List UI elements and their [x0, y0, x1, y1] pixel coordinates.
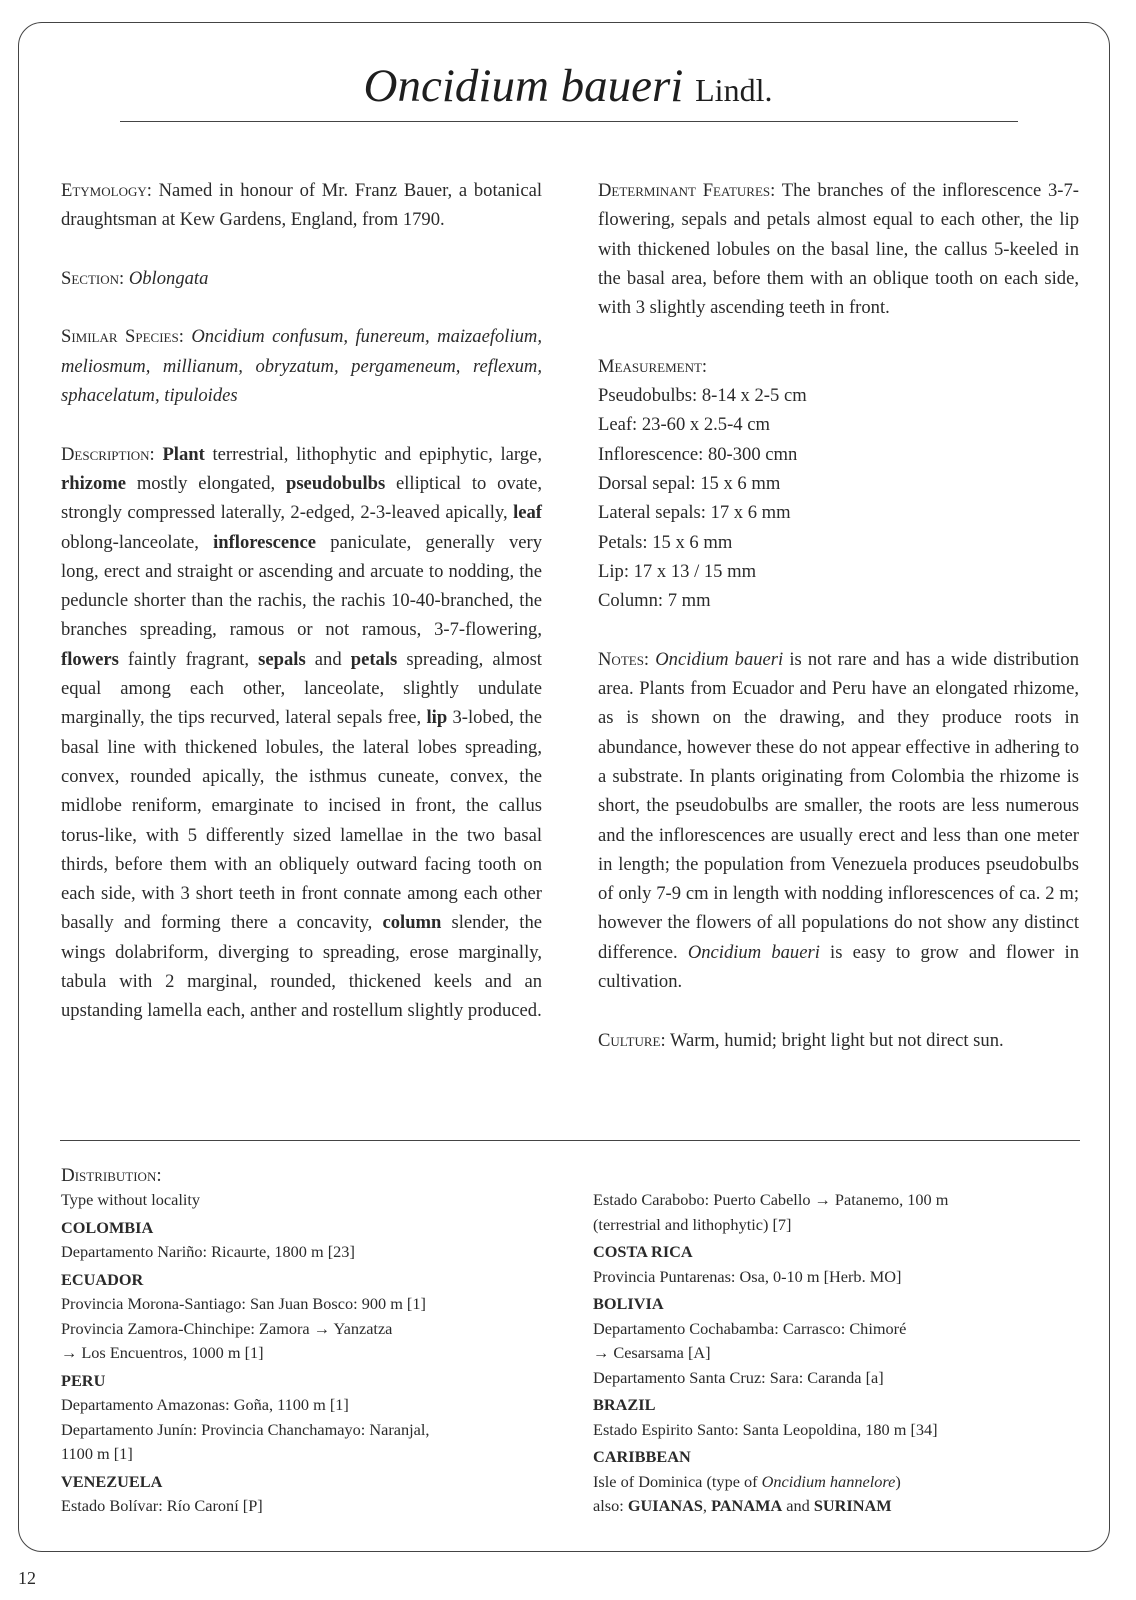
- similar-label: Similar Species:: [61, 326, 184, 348]
- culture: [598, 1026, 1079, 1055]
- desc-text: faintly fragrant,: [118, 648, 259, 670]
- desc-text: paniculate, generally very long, erect and straight or ascending and arcuate to nodding, the peduncle shorter than the rachis, the rachis 10-40-branched, the branches spreading, ramous or not ramous, 3-7-flowering,: [61, 531, 542, 641]
- desc-term: flowers: [61, 648, 119, 670]
- country-brazil: BRAZIL: [593, 1395, 656, 1414]
- measurement-item: Inflorescence: 80-300 cmn: [598, 443, 798, 465]
- locality-line: Departamento Nariño: Ricaurte, 1800 m [23]: [61, 1242, 355, 1261]
- title-rule: [120, 121, 1018, 122]
- locality-line: → Los Encuentros, 1000 m [1]: [61, 1343, 264, 1362]
- section-label: Section:: [61, 267, 125, 289]
- page-number: 12: [18, 1568, 36, 1588]
- country-venezuela: VENEZUELA: [61, 1471, 163, 1491]
- locality-line: Estado Carabobo: Puerto Cabello → Patanemo, 100 m: [593, 1190, 949, 1209]
- measurement-item: Petals: 15 x 6 mm: [598, 531, 733, 553]
- desc-term: rhizome: [61, 472, 127, 494]
- notes-text: is not rare and has a wide distribution area. Plants from Ecuador and Peru have an elongated rhizome, as is shown on the drawing, and they produce roots in abundance, however these do not appear effective in adhering to a substrate. In plants originating from Colombia the rhizome is short, the pseudobulbs are smaller, the roots are less numerous and the inflorescences are usually erect and less than one meter in length; the population from Venezuela produces pseudobulbs of only 7-9 cm in length with nodding inflorescences of ca. 2 m; however the flowers of all populations do not show any distinct difference.: [598, 648, 1079, 963]
- culture-label: Culture:: [598, 1029, 666, 1051]
- right-column: [598, 176, 1079, 1055]
- species-author: Lindl.: [695, 72, 773, 108]
- country-caribbean: CARIBBEAN: [593, 1447, 691, 1466]
- desc-term: Plant: [162, 443, 205, 465]
- desc-term: inflorescence: [213, 531, 317, 553]
- distribution-right: [593, 1188, 1073, 1519]
- section: [61, 264, 542, 293]
- locality-line: Provincia Puntarenas: Osa, 0-10 m [Herb. MO]: [593, 1266, 902, 1286]
- country-panama: PANAMA: [711, 1496, 783, 1515]
- measurement-item: Pseudobulbs: 8-14 x 2-5 cm: [598, 385, 807, 407]
- section-value: Oblongata: [128, 267, 209, 289]
- measurement-item: Column: 7 mm: [598, 590, 711, 612]
- country-surinam: SURINAM: [813, 1496, 892, 1515]
- locality-line: Provincia Morona-Santiago: San Juan Bosco: 900 m [1]: [61, 1294, 426, 1313]
- measurement-item: Lip: 17 x 13 / 15 mm: [598, 560, 757, 582]
- desc-text: slender, the wings dolabriform, diverging to spreading, erose marginally, tabula with 2 marginal, rounded, thickened keels and an upstanding lamella each, anther and rostellum slightly produced.: [61, 912, 542, 1022]
- species-name: Oncidium baueri: [363, 60, 684, 112]
- country-bolivia: BOLIVIA: [593, 1294, 664, 1313]
- locality-line: Departamento Amazonas: Goña, 1100 m [1]: [61, 1395, 349, 1414]
- locality-line: Estado Bolívar: Río Caroní [P]: [61, 1496, 263, 1515]
- similar-species: [61, 322, 542, 410]
- locality-line: Provincia Zamora-Chinchipe: Zamora → Yanzatza: [61, 1318, 393, 1338]
- page-title: [0, 58, 1136, 118]
- desc-text: terrestrial, lithophytic and epiphytic, large,: [204, 443, 542, 465]
- desc-term: column: [382, 912, 442, 934]
- measurement-list: [598, 381, 1079, 615]
- locality-line: Departamento Junín: Provincia Chanchamayo: Naranjal,: [61, 1419, 430, 1439]
- determinant-features: [598, 176, 1079, 322]
- country-costa-rica: COSTA RICA: [593, 1242, 693, 1261]
- similar-text: Oncidium confusum, funereum, maizaefolium, meliosmum, millianum, obryzatum, pergameneum, reflexum, sphacelatum, tipuloides: [61, 326, 542, 407]
- measurement-item: Dorsal sepal: 15 x 6 mm: [598, 472, 781, 494]
- locality-line: Departamento Santa Cruz: Sara: Caranda [a]: [593, 1367, 884, 1387]
- desc-text: elliptical to ovate, strongly compressed laterally, 2-edged, 2-3-leaved apically,: [61, 472, 543, 524]
- desc-term: leaf: [513, 502, 542, 524]
- determinant-label: Determinant Features:: [598, 180, 776, 201]
- country-colombia: COLOMBIA: [61, 1217, 154, 1237]
- locality-line: Isle of Dominica (type of Oncidium hannelore): [593, 1471, 901, 1491]
- notes-label: Notes:: [598, 648, 650, 670]
- description: [61, 440, 542, 1026]
- desc-text: and: [305, 648, 351, 670]
- locality-line: 1100 m [1]: [61, 1444, 133, 1463]
- desc-text: spreading, almost equal among each other, lanceolate, slightly undulate marginally, the tips recurved, lateral sepals free,: [61, 648, 542, 729]
- determinant-text: The branches of the inflorescence 3-7-flowering, sepals and petals almost equal to each other, the lip with thickened lobules on the basal line, the callus 5-keeled in the basal area, before them with an oblique tooth on each side, with 3 slightly ascending teeth in front.: [598, 180, 1079, 319]
- species-ref: Oncidium hannelore: [761, 1471, 896, 1491]
- notes-text: is easy to grow and flower in cultivation.: [598, 941, 1079, 993]
- left-column: [61, 176, 542, 1026]
- culture-text: Warm, humid; bright light but not direct sun.: [665, 1029, 1004, 1051]
- desc-text: 3-lobed, the basal line with thickened lobules, the lateral lobes spreading, convex, rounded apically, the isthmus cuneate, convex, the midlobe reniform, emarginate to incised in front, the callus torus-like, with 5 differently sized lamellae in the two basal thirds, before them with an obliquely outward facing tooth on each side, with 3 short teeth in front connate among each other basally and forming there a concavity,: [61, 707, 542, 934]
- notes-species: Oncidium baueri: [655, 648, 784, 670]
- description-label: Description:: [61, 443, 155, 465]
- desc-text: mostly elongated,: [126, 472, 286, 494]
- etymology-label: Etymology:: [61, 180, 152, 201]
- desc-term: sepals: [258, 648, 306, 670]
- locality-line: Estado Espirito Santo: Santa Leopoldina, 180 m [34]: [593, 1419, 938, 1439]
- locality-line: (terrestrial and lithophytic) [7]: [593, 1214, 792, 1234]
- measurement-item: Lateral sepals: 17 x 6 mm: [598, 502, 791, 524]
- desc-term: pseudobulbs: [285, 472, 386, 494]
- notes-species: Oncidium baueri: [687, 941, 820, 963]
- distribution-left: [61, 1163, 531, 1519]
- type-locality: Type without locality: [61, 1190, 201, 1209]
- desc-term: petals: [350, 648, 398, 670]
- etymology: [61, 176, 542, 235]
- desc-term: lip: [426, 707, 448, 729]
- distribution-label: Distribution:: [61, 1165, 162, 1186]
- desc-text: oblong-lanceolate,: [61, 531, 214, 553]
- etymology-text: Named in honour of Mr. Franz Bauer, a botanical draughtsman at Kew Gardens, England, from 1790.: [61, 180, 542, 231]
- locality-line: → Cesarsama [A]: [593, 1343, 711, 1362]
- country-guianas: GUIANAS: [627, 1496, 703, 1515]
- notes: [598, 645, 1079, 997]
- measurement-label: Measurement:: [598, 355, 708, 377]
- locality-line: also: GUIANAS, PANAMA and SURINAM: [593, 1496, 892, 1515]
- country-peru: PERU: [61, 1370, 106, 1390]
- section-rule: [60, 1140, 1080, 1141]
- locality-line: Departamento Cochabamba: Carrasco: Chimoré: [593, 1318, 907, 1338]
- measurement-item: Leaf: 23-60 x 2.5-4 cm: [598, 414, 770, 436]
- country-ecuador: ECUADOR: [61, 1269, 144, 1289]
